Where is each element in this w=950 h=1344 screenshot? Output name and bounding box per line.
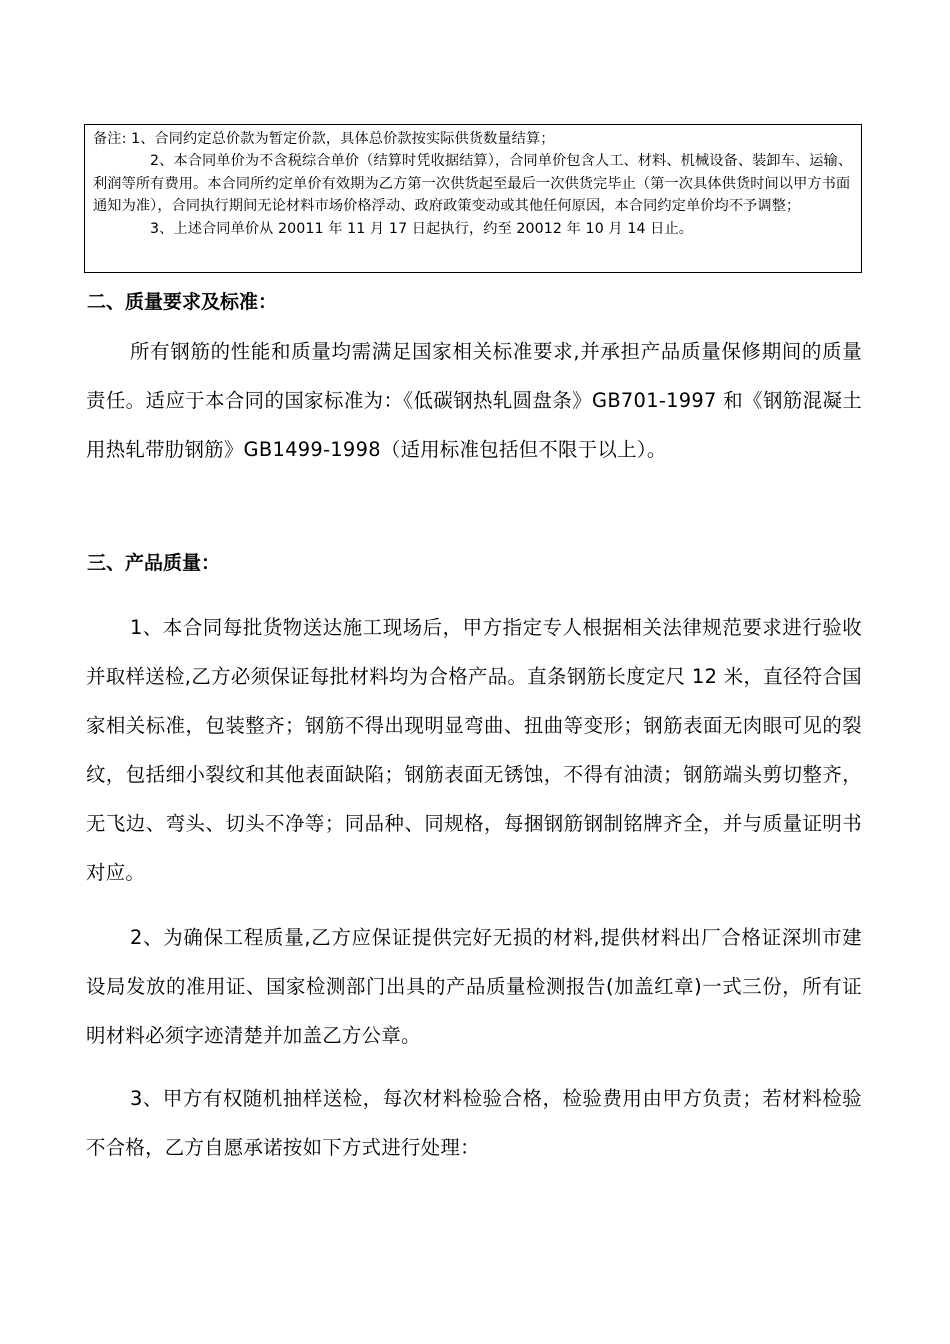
- section-2-heading: 二、质量要求及标准：: [87, 291, 278, 313]
- notes-item-2: 2、本合同单价为不含税综合单价（结算时凭收据结算），合同单价包含人工、材料、机械设备、装卸车、运输、利润等所有费用。本合同所约定单价有效期为乙方第一次供货起至最后一次供货完毕止（第一次具体供货时间以甲方书面通知为准），合同执行期间无论材料市场价格浮动、政府政策变动或其他任何原因，本合同约定单价均不予调整；: [93, 153, 853, 215]
- section-2-paragraph: 所有钢筋的性能和质量均需满足国家相关标准要求,并承担产品质量保修期间的质量责任。适应于本合同的国家标准为：《低碳钢热轧圆盘条》GB701-1997 和《钢筋混凝土用热轧带肋钢筋》GB1499-1998（适用标准包括但不限于以上）。: [86, 340, 862, 461]
- notes-line-1: 备注: 1、合同约定总价款为暂定价款，具体总价款按实际供货数量结算；: [93, 131, 555, 147]
- section-3-paragraph-3: 3、甲方有权随机抽样送检，每次材料检验合格，检验费用由甲方负责；若材料检验不合格，乙方自愿承诺按如下方式进行处理：: [86, 1087, 862, 1159]
- notes-item-3: 3、上述合同单价从 20011 年 11 月 17 日起执行，约至 20012 年 10 月 14 日止。: [150, 220, 694, 237]
- section-3-heading: 三、产品质量：: [87, 552, 221, 574]
- section-3-paragraph-2: 2、为确保工程质量,乙方应保证提供完好无损的材料,提供材料出厂合格证深圳市建设局发放的准用证、国家检测部门出具的产品质量检测报告(加盖红章)一式三份，所有证明材料必须字迹清楚并加盖乙方公章。: [86, 926, 862, 1047]
- section-3-paragraph-1: 1、本合同每批货物送达施工现场后，甲方指定专人根据相关法律规范要求进行验收并取样送检,乙方必须保证每批材料均为合格产品。直条钢筋长度定尺 12 米，直径符合国家相关标准，包装整齐；钢筋不得出现明显弯曲、扭曲等变形；钢筋表面无肉眼可见的裂纹，包括细小裂纹和其他表面缺陷；钢筋表面无锈蚀，不得有油渍；钢筋端头剪切整齐，无飞边、弯头、切头不净等；同品种、同规格，每捆钢筋钢制铭牌齐全，并与质量证明书对应。: [86, 616, 862, 884]
- notes-box: [84, 124, 862, 273]
